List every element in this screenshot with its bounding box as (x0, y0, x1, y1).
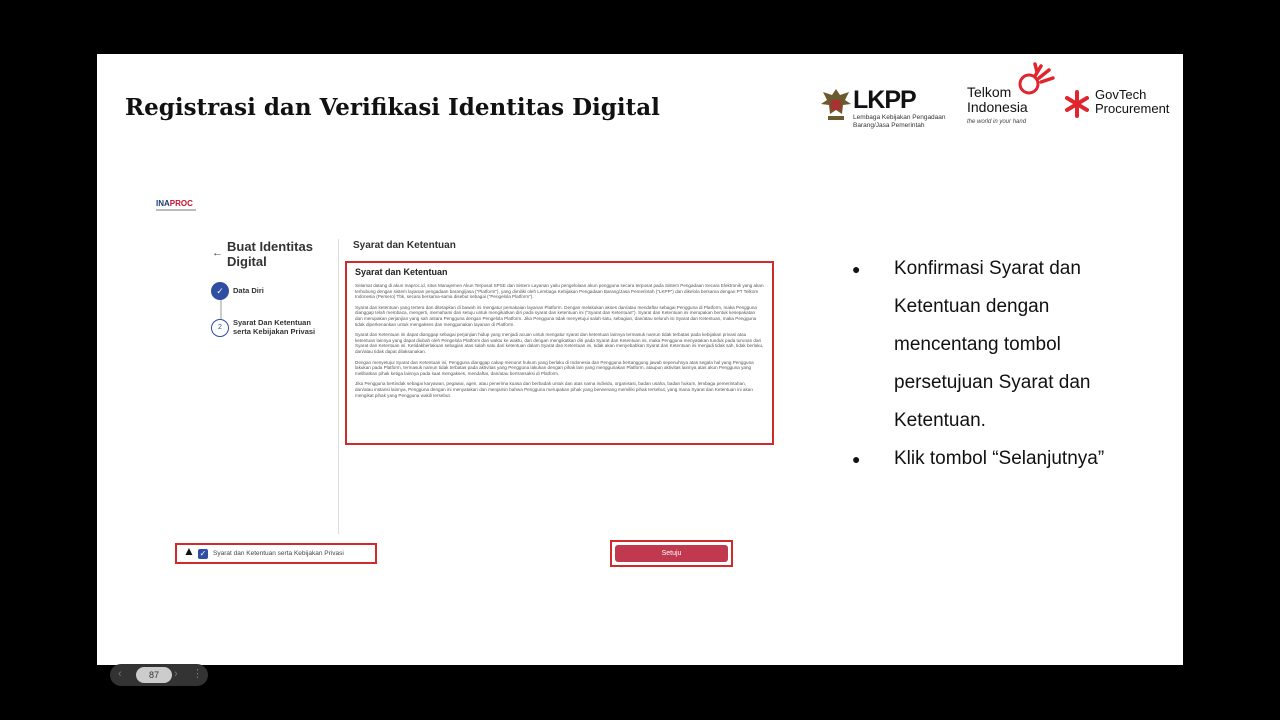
bullet-icon: ● (852, 261, 861, 277)
terms-heading: Syarat dan Ketentuan (355, 267, 448, 277)
govtech-mark-icon (1065, 90, 1089, 118)
slide-title: Registrasi dan Verifikasi Identitas Digital (125, 94, 660, 121)
step-1-check-icon: ✓ (211, 282, 229, 300)
page-number[interactable]: 87 (136, 667, 172, 683)
bullet-icon: ● (852, 451, 861, 467)
panel-title: Syarat dan Ketentuan (353, 240, 456, 251)
garuda-emblem-icon (819, 86, 853, 124)
terms-paragraph: Jika Pengguna bertindak sebagai karyawan, pegawai, agen, atau penerima kuasa dari berbadak untuk dan atas nama individu, organisasi, badan usaha, badan hukum, lembaga pemerintahan, dan/atau instansi lainnya, Pengguna dengan ini menyatakan dan menjamin bahwa Pengguna merupakan pihak yang berwenang memiliki pihak tersebut, yang mana Syarat dan Ketentuan ini akan mengikat pihak yang Pengguna wakili tersebut. (355, 381, 753, 398)
terms-paragraph: Syarat dan ketentuan yang tertera dan ditetapkan di bawah ini mengatur pemakaian layanan Platform. Dengan melakukan akses dan/atau mendaftar sebagai Pengguna di Platform, maka Pengguna dianggap telah membaca, mengerti, memahami dan setuju untuk mengikatkan diri pada syarat dan ketentuan ini ("Syarat dan Ketentuan"). Syarat dan Ketentuan ini merupakan bentuk kesepakatan dan merupakan perjanjian yang sah antara Pengguna dengan Pengelola Platform. Jika Pengguna tidak menyetujui salah satu, sebagian, dan/atau seluruh isi Syarat dan Ketentuan, maka Pengguna tidak diperkenankan untuk mengakses dan menggunakan layanan di Platform. (355, 304, 757, 327)
govtech-logo (1065, 88, 1183, 124)
slide-pager (110, 664, 208, 686)
instruction-list (852, 250, 1152, 478)
telkom-name: Telkom Indonesia (967, 84, 1028, 115)
step-connector (220, 299, 222, 319)
chevron-left-icon[interactable]: ‹ (118, 668, 122, 680)
inaproc-logo-underline (156, 209, 196, 211)
inaproc-logo: INAPROC (156, 199, 193, 208)
setuju-button[interactable]: Setuju (615, 545, 728, 562)
slide (97, 54, 1183, 665)
partner-logos (817, 62, 1183, 132)
step-1-label: Data Diri (233, 286, 264, 295)
terms-paragraph: Dengan menyetujui Syarat dan Ketentuan ini, Pengguna dianggap cakap menurut hukum yang berlaku di Indonesia dan Pengguna bertanggung jawab sepenuhnya atas segala hal yang Pengguna lakukan pada Platform, termasuk namun tidak terbatas pada aktivitas yang Pengguna lakukan dengan pihak lain yang menggunakan Platform, ataupun aktivitas lainnya atas akun Pengguna yang melibatkan pihak ketiga lainnya pada saat mengakses, mendaftar, dan/atau bertransaksi di Platform. (355, 359, 754, 376)
step-2-number: 2 (211, 319, 229, 337)
steps-title: Buat Identitas Digital (227, 239, 313, 269)
mouse-cursor-icon: ▲ (183, 544, 195, 558)
govtech-name: GovTech Procurement (1095, 87, 1170, 116)
lkpp-logo (817, 86, 957, 130)
step-2-label: Syarat Dan Ketentuan serta Kebijakan Privasi (233, 318, 316, 336)
arrow-left-icon[interactable]: ← (212, 247, 223, 259)
terms-paragraph: Selamat datang di akun Inaproc.id, situs Manajemen Akun Terpusat SPSE dan Sistem Layanan yaitu pengelolaan akun pengguna secara terpusat pada Sistem Pengadaan Secara Elektronik yang akan terhubung dengan sistem layanan pengadaan barang/jasa ("Platform"), yang dimiliki oleh Lembaga Kebijakan Pengadaan Barang/Jasa Pemerintah ("LKPP") dan dikelola bersama dengan PT Telkom Indonesia (Persero) Tbk, secara bersama-sama disebut sebagai ("Pengelola Platform"). (355, 283, 764, 300)
terms-scroll-box[interactable] (345, 261, 774, 445)
terms-paragraph: Syarat dan Ketentuan ini dapat dianggap sebagai perjanjian hidup yang menjadi acuan untuk mengatur syarat dan ketentuan lainnya termasuk namun tidak terbatas pada kebijakan privasi atau ketentuan lainnya yang dapat diubah oleh Pengelola Platform dari waktu ke waktu, dan dengan mengikatkan diri pada Syarat dan Ketentuan ini, maka Pengguna menyatakan tunduk pada turunan dari Syarat dan Ketentuan ini. Ketidakberlakuan sebagian atas salah satu dari ketentuan dalam Syarat dan Ketentuan ini, tidak akan menyebabkan Syarat dan Ketentuan ini menjadi tidak sah, tidak berlaku, dan/atau tidak dapat dilaksanakan. (355, 332, 764, 354)
telkom-tagline: the world in your hand (967, 119, 1027, 125)
lkpp-name: LKPP (853, 86, 916, 114)
lkpp-subtitle: Lembaga Kebijakan Pengadaan Barang/Jasa Pemerintah (853, 114, 946, 129)
agree-checkbox[interactable]: ✓ (199, 549, 207, 558)
agree-checkbox-row[interactable] (175, 543, 377, 564)
agree-checkbox-label[interactable]: Syarat dan Ketentuan serta Kebijakan Privasi (213, 550, 344, 557)
setuju-button-frame (610, 540, 733, 567)
panel-divider (338, 239, 339, 534)
chevron-right-icon[interactable]: › (174, 668, 178, 680)
more-options-icon[interactable]: ⋮ (192, 668, 203, 680)
telkom-logo (965, 62, 1061, 132)
instruction-item: ● Konfirmasi Syarat dan Ketentuan dengan mencentang tombol persetujuan Syarat dan Ketentuan. (852, 250, 1152, 440)
instruction-item: ● Klik tombol “Selanjutnya” (852, 440, 1152, 478)
